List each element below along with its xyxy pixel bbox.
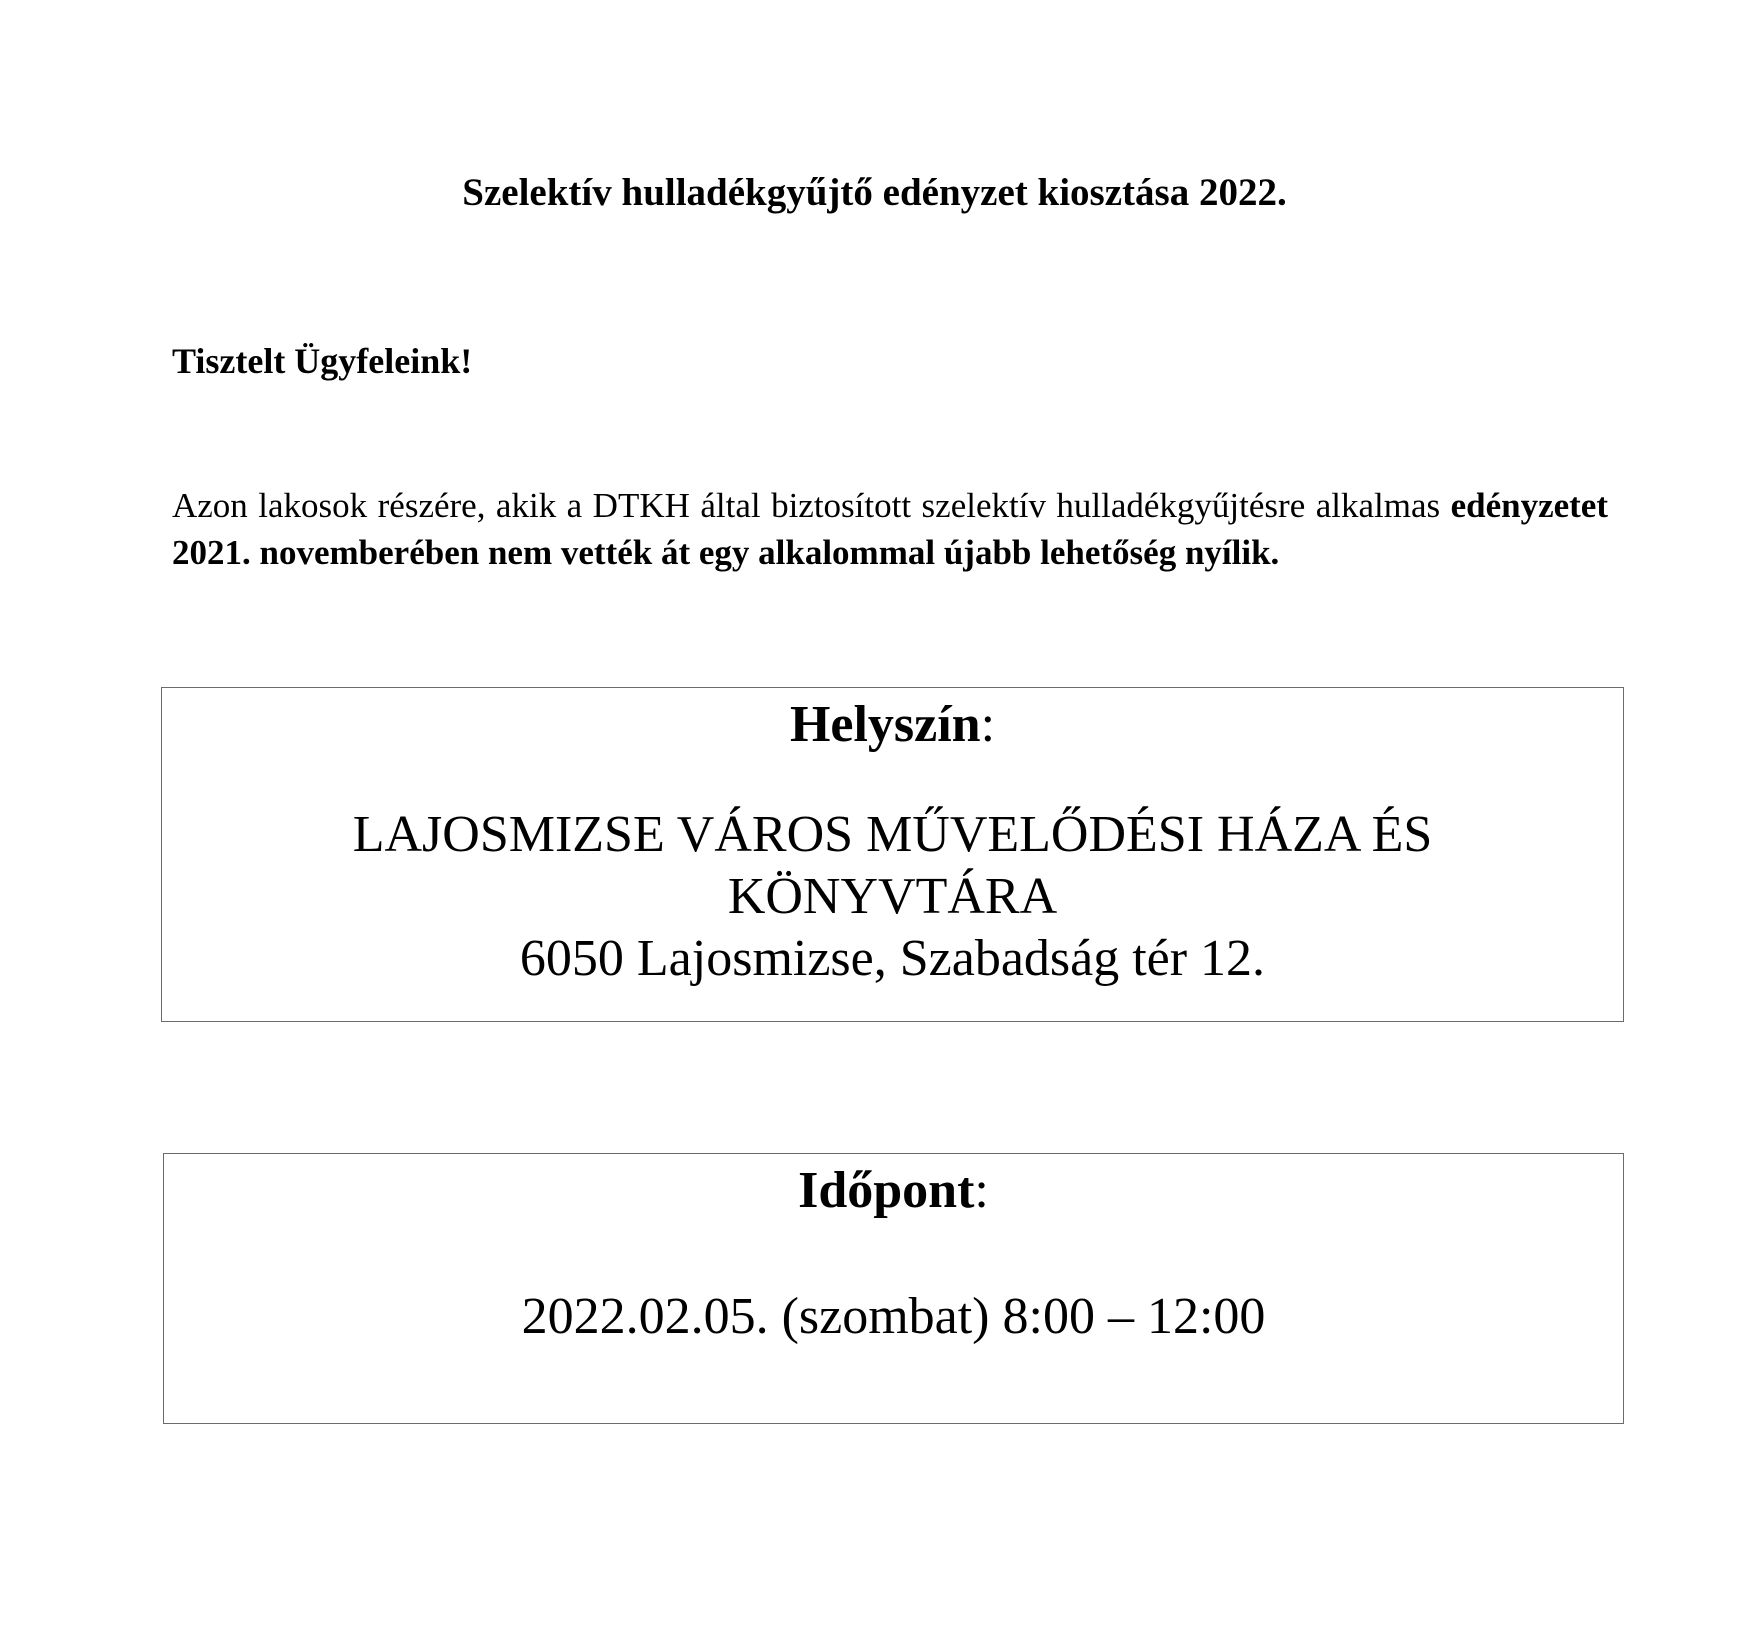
venue-line-1: LAJOSMIZSE VÁROS MŰVELŐDÉSI HÁZA ÉS (352, 806, 1433, 864)
venue-address: 6050 Lajosmizse, Szabadság tér 12. (519, 930, 1266, 988)
location-heading (162, 694, 1623, 756)
intro-bold-text: edényzetet 2021. novemberében nem vették át egy alkalommal újabb lehetőség nyílik. (172, 486, 1608, 572)
time-heading (164, 1160, 1623, 1222)
page-title: Szelektív hulladékgyűjtő edényzet kiosztása 2022. (462, 171, 1287, 214)
venue-line-2: KÖNYVTÁRA (727, 868, 1058, 926)
event-datetime: 2022.02.05. (szombat) 8:00 – 12:00 (521, 1288, 1266, 1346)
location-box (161, 687, 1624, 1022)
salutation: Tisztelt Ügyfeleink! (172, 341, 473, 381)
time-colon: : (974, 1162, 989, 1219)
intro-paragraph (172, 482, 1608, 576)
time-box (163, 1153, 1624, 1424)
location-colon: : (980, 696, 996, 753)
intro-text: Azon lakosok részére, akik a DTKH által biztosított szelektív hulladékgyűjtésre alkalmas (172, 486, 1451, 525)
venue-name (162, 804, 1623, 928)
location-label: Helyszín (789, 696, 981, 753)
time-label: Időpont (798, 1162, 975, 1219)
